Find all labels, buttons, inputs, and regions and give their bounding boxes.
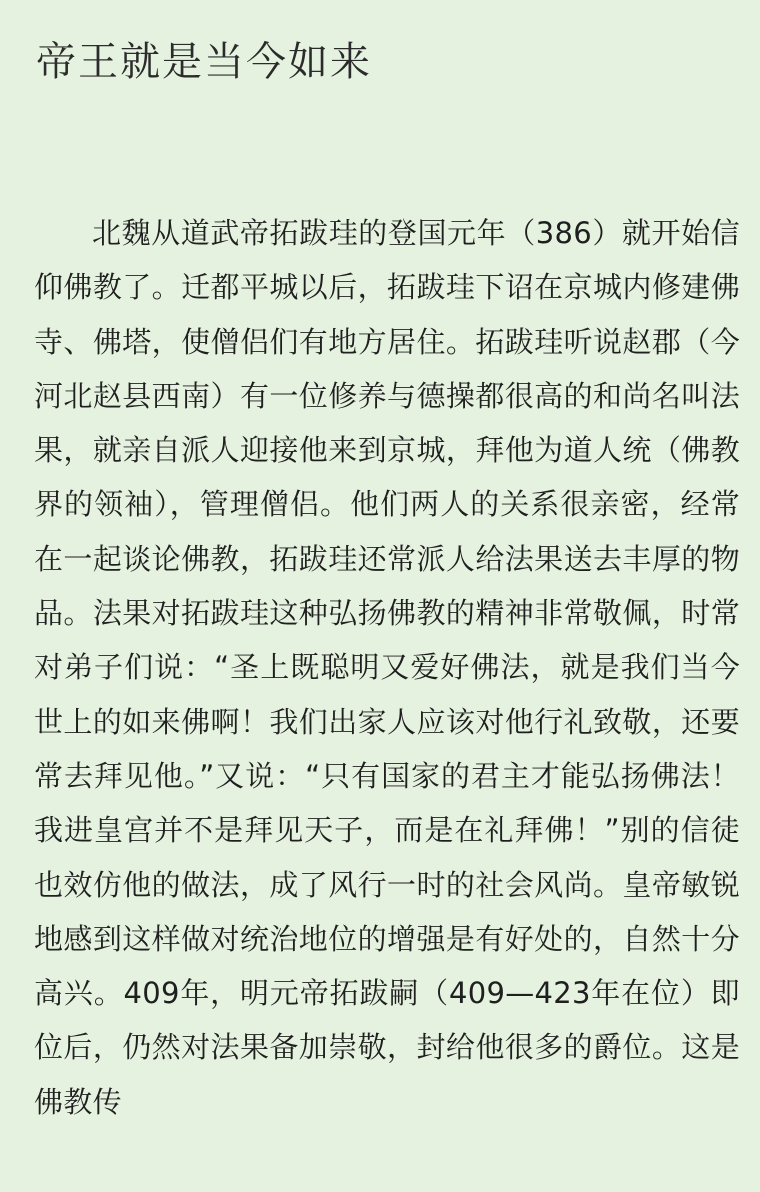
article-paragraph: 北魏从道武帝拓跋珪的登国元年（386）就开始信仰佛教了。迁都平城以后，拓跋珪下诏在京城内修建佛寺、佛塔，使僧侣们有地方居住。拓跋珪听说赵郡（今河北赵县西南）有一位修养与德操都很高的和尚名叫法果，就亲自派人迎接他来到京城，拜他为道人统（佛教界的领袖），管理僧侣。他们两人的关系很亲密，经常在一起谈论佛教，拓跋珪还常派人给法果送去丰厚的物品。法果对拓跋珪这种弘扬佛教的精神非常敬佩，时常对弟子们说：“圣上既聪明又爱好佛法，就是我们当今世上的如来佛啊！我们出家人应该对他行礼致敬，还要常去拜见他。”又说：“只有国家的君主才能弘扬佛法！我进皇宫并不是拜见天子，而是在礼拜佛！”别的信徒也效仿他的做法，成了风行一时的社会风尚。皇帝敏锐地感到这样做对统治地位的增强是有好处的，自然十分高兴。409年，明元帝拓跋嗣（409—423年在位）即位后，仍然对法果备加崇敬，封给他很多的爵位。这是佛教传 xyxy=(34,216,740,1119)
article-title: 帝王就是当今如来 xyxy=(36,39,372,85)
